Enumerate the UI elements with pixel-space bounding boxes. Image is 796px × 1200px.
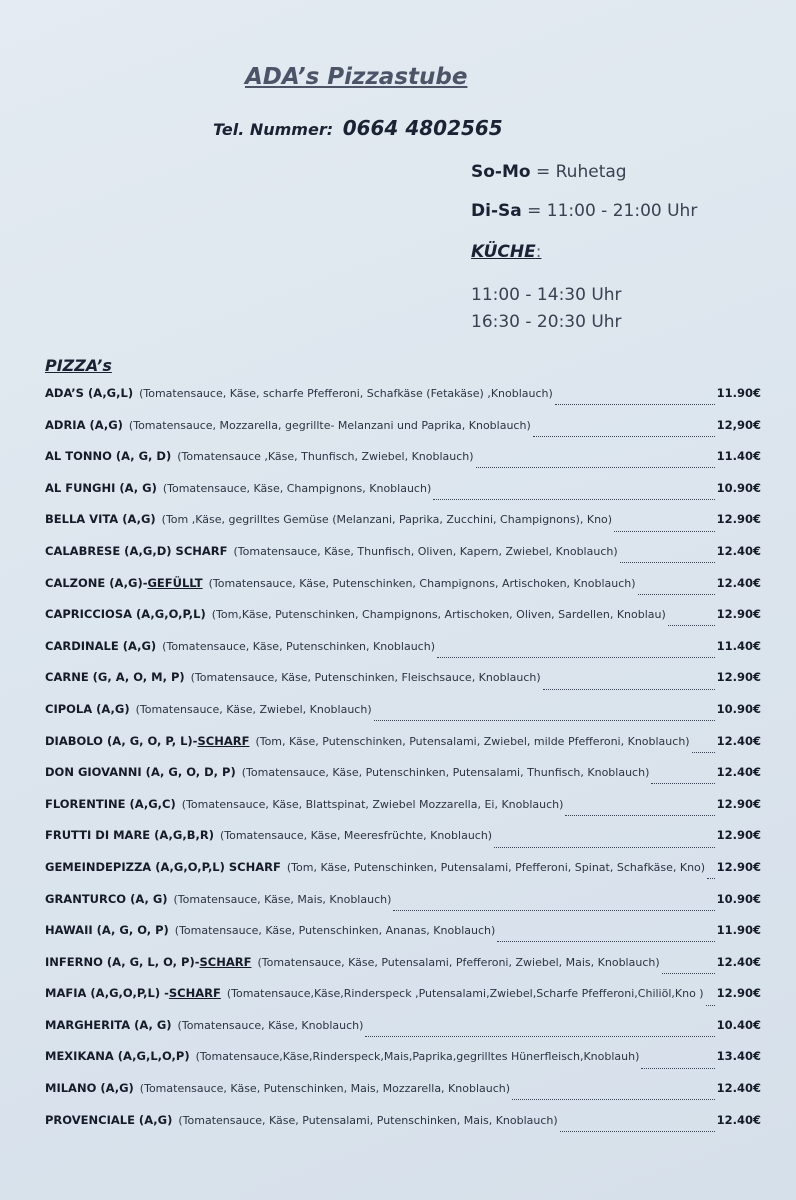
menu-item	[45, 765, 761, 797]
item-tag: SCHARF	[199, 954, 252, 969]
kitchen-hours-2: 16:30 - 20:30 Uhr	[471, 312, 622, 332]
item-description: (Tomatensauce, Käse, Putenschinken, Mais, Mozzarella, Knoblauch)	[139, 1082, 511, 1096]
item-name: GEMEINDEPIZZA (A,G,O,P,L) SCHARF	[45, 859, 281, 874]
dot-leader	[560, 1131, 715, 1132]
item-description: (Tomatensauce, Käse, Putensalami, Pfefferoni, Zwiebel, Mais, Knoblauch)	[257, 955, 660, 969]
item-name: FRUTTI DI MARE (A,G,B,R)	[45, 828, 214, 843]
menu-item	[45, 576, 761, 608]
item-description: (Tomatensauce, Käse, Putenschinken, Ananas, Knoblauch)	[174, 924, 496, 938]
dot-leader	[365, 1036, 714, 1037]
item-price: 11.40€	[716, 638, 761, 653]
dot-leader	[393, 910, 714, 911]
item-description: (Tomatensauce, Käse, Knoblauch)	[177, 1018, 364, 1032]
item-description: (Tomatensauce, Käse, Putenschinken, Champignons, Artischoken, Knoblauch)	[208, 576, 636, 590]
pizza-menu-list	[45, 386, 761, 1144]
item-name: CIPOLA (A,G)	[45, 701, 130, 716]
item-name: CALZONE (A,G)-	[45, 575, 148, 590]
dot-leader	[707, 878, 715, 879]
item-price: 12.90€	[716, 796, 761, 811]
item-price: 11.90€	[716, 386, 761, 400]
item-name: AL FUNGHI (A, G)	[45, 480, 157, 495]
menu-item	[45, 1081, 761, 1113]
item-description: (Tomatensauce ,Käse, Thunfisch, Zwiebel, Knoblauch)	[177, 450, 474, 464]
item-name: ADA’S (A,G,L)	[45, 386, 134, 400]
item-name: BELLA VITA (A,G)	[45, 512, 156, 527]
menu-item	[45, 797, 761, 829]
dot-leader	[706, 1005, 715, 1006]
item-description: (Tomatensauce, Käse, Champignons, Knoblauch)	[162, 481, 432, 495]
item-description: (Tomatensauce, Käse, Putenschinken, Fleischsauce, Knoblauch)	[190, 671, 541, 685]
item-price: 12.90€	[716, 828, 761, 843]
item-price: 12.40€	[716, 543, 761, 558]
menu-item	[45, 702, 761, 734]
item-name: MEXIKANA (A,G,L,O,P)	[45, 1049, 190, 1064]
item-price: 12.40€	[716, 733, 761, 748]
dot-leader	[512, 1099, 715, 1100]
open-days-line	[471, 201, 697, 221]
item-price: 12.90€	[716, 512, 761, 527]
item-description: (Tom,Käse, Putenschinken, Champignons, Artischoken, Oliven, Sardellen, Knoblau)	[211, 608, 666, 622]
item-price: 12,90€	[716, 417, 761, 432]
menu-item	[45, 670, 761, 702]
kitchen-title	[471, 242, 541, 262]
item-price: 11.90€	[716, 923, 761, 938]
menu-item	[45, 986, 761, 1018]
item-description: (Tom ,Käse, gegrilltes Gemüse (Melanzani, Paprika, Zucchini, Champignons), Kno)	[161, 513, 613, 527]
item-price: 12.40€	[716, 575, 761, 590]
menu-item	[45, 1113, 761, 1145]
item-price: 12.90€	[716, 859, 761, 874]
kitchen-colon: :	[535, 242, 542, 262]
item-description: (Tomatensauce, Käse, scharfe Pfefferoni, Schafkäse (Fetakäse) ,Knoblauch)	[139, 387, 553, 400]
dot-leader	[662, 973, 715, 974]
closed-days: So-Mo	[471, 162, 531, 182]
item-description: (Tomatensauce, Käse, Meeresfrüchte, Knoblauch)	[219, 829, 493, 843]
menu-item	[45, 828, 761, 860]
section-title-pizzas: PIZZA’s	[45, 356, 112, 375]
item-name: DIABOLO (A, G, O, P, L)-	[45, 733, 198, 748]
item-price: 13.40€	[716, 1049, 761, 1064]
dot-leader	[565, 815, 714, 816]
kitchen-hours-1: 11:00 - 14:30 Uhr	[471, 285, 622, 305]
dot-leader	[437, 657, 715, 658]
menu-item	[45, 481, 761, 513]
dot-leader	[668, 625, 715, 626]
menu-item	[45, 607, 761, 639]
open-days: Di-Sa	[471, 201, 522, 221]
item-tag: SCHARF	[168, 986, 221, 1001]
dot-leader	[533, 436, 715, 437]
phone-line	[213, 116, 503, 140]
item-name: FLORENTINE (A,G,C)	[45, 796, 176, 811]
dot-leader	[614, 531, 715, 532]
item-name: CALABRESE (A,G,D) SCHARF	[45, 543, 228, 558]
dot-leader	[374, 720, 715, 721]
dot-leader	[433, 499, 714, 500]
item-name: MARGHERITA (A, G)	[45, 1017, 172, 1032]
dot-leader	[641, 1068, 714, 1069]
menu-item	[45, 860, 761, 892]
item-description: (Tom, Käse, Putenschinken, Putensalami, Pfefferoni, Spinat, Schafkäse, Kno)	[286, 860, 706, 874]
item-price: 12.40€	[716, 765, 761, 780]
item-tag: SCHARF	[197, 733, 250, 748]
item-name: INFERNO (A, G, L, O, P)-	[45, 954, 200, 969]
item-description: (Tomatensauce, Käse, Putensalami, Putenschinken, Mais, Knoblauch)	[178, 1113, 558, 1127]
item-tag: GEFÜLLT	[147, 575, 203, 590]
closed-days-line	[471, 162, 627, 182]
item-price: 12.90€	[716, 670, 761, 685]
dot-leader	[638, 594, 715, 595]
menu-item	[45, 923, 761, 955]
dot-leader	[494, 847, 715, 848]
item-description: (Tomatensauce, Käse, Putenschinken, Knoblauch)	[162, 639, 435, 653]
item-price: 12.90€	[716, 986, 761, 1001]
menu-item	[45, 639, 761, 671]
item-price: 12.90€	[716, 607, 761, 622]
dot-leader	[543, 689, 715, 690]
menu-item	[45, 544, 761, 576]
item-price: 10.90€	[716, 480, 761, 495]
item-name: CAPRICCIOSA (A,G,O,P,L)	[45, 607, 206, 622]
open-text: = 11:00 - 21:00 Uhr	[527, 201, 698, 221]
item-name: CARNE (G, A, O, M, P)	[45, 670, 185, 685]
dot-leader	[651, 783, 714, 784]
menu-item	[45, 892, 761, 924]
item-name: ADRIA (A,G)	[45, 417, 123, 432]
item-name: AL TONNO (A, G, D)	[45, 449, 172, 464]
item-name: PROVENCIALE (A,G)	[45, 1112, 173, 1127]
item-name: HAWAII (A, G, O, P)	[45, 923, 169, 938]
item-name: CARDINALE (A,G)	[45, 638, 157, 653]
item-description: (Tomatensauce, Mozzarella, gegrillte- Melanzani und Paprika, Knoblauch)	[128, 418, 531, 432]
dot-leader	[555, 404, 715, 405]
item-price: 10.90€	[716, 701, 761, 716]
item-price: 12.40€	[716, 1081, 761, 1096]
menu-item	[45, 1049, 761, 1081]
menu-item	[45, 449, 761, 481]
item-description: (Tomatensauce, Käse, Blattspinat, Zwiebel Mozzarella, Ei, Knoblauch)	[181, 797, 564, 811]
menu-item	[45, 418, 761, 450]
item-description: (Tomatensauce, Käse, Mais, Knoblauch)	[173, 892, 392, 906]
menu-item	[45, 386, 761, 418]
menu-item	[45, 734, 761, 766]
item-price: 10.40€	[716, 1017, 761, 1032]
item-price: 11.40€	[716, 449, 761, 464]
kitchen-title-text: KÜCHE	[471, 242, 536, 262]
menu-item	[45, 1018, 761, 1050]
closed-text: = Ruhetag	[535, 162, 627, 182]
phone-number: 0664 4802565	[342, 116, 503, 140]
item-name: MAFIA (A,G,O,P,L) -	[45, 986, 169, 1001]
menu-item	[45, 512, 761, 544]
menu-item	[45, 955, 761, 987]
dot-leader	[692, 752, 715, 753]
item-description: (Tomatensauce,Käse,Rinderspeck,Mais,Paprika,gegrilltes Hünerfleisch,Knoblauh)	[195, 1050, 640, 1064]
item-description: (Tomatensauce, Käse, Thunfisch, Oliven, Kapern, Zwiebel, Knoblauch)	[233, 544, 618, 558]
item-description: (Tomatensauce, Käse, Zwiebel, Knoblauch)	[135, 702, 372, 716]
item-description: (Tomatensauce, Käse, Putenschinken, Putensalami, Thunfisch, Knoblauch)	[241, 766, 650, 780]
item-price: 12.40€	[716, 1112, 761, 1127]
dot-leader	[497, 941, 714, 942]
item-name: GRANTURCO (A, G)	[45, 891, 168, 906]
item-description: (Tomatensauce,Käse,Rinderspeck ,Putensalami,Zwiebel,Scharfe Pfefferoni,Chiliöl,Kno )	[226, 987, 704, 1001]
phone-label: Tel. Nummer:	[213, 120, 334, 139]
item-description: (Tom, Käse, Putenschinken, Putensalami, Zwiebel, milde Pfefferoni, Knoblauch)	[255, 734, 690, 748]
item-name: DON GIOVANNI (A, G, O, D, P)	[45, 765, 236, 780]
dot-leader	[620, 562, 715, 563]
restaurant-title: ADA’s Pizzastube	[245, 64, 468, 90]
item-price: 10.90€	[716, 891, 761, 906]
item-price: 12.40€	[716, 954, 761, 969]
item-name: MILANO (A,G)	[45, 1081, 134, 1096]
dot-leader	[476, 467, 715, 468]
